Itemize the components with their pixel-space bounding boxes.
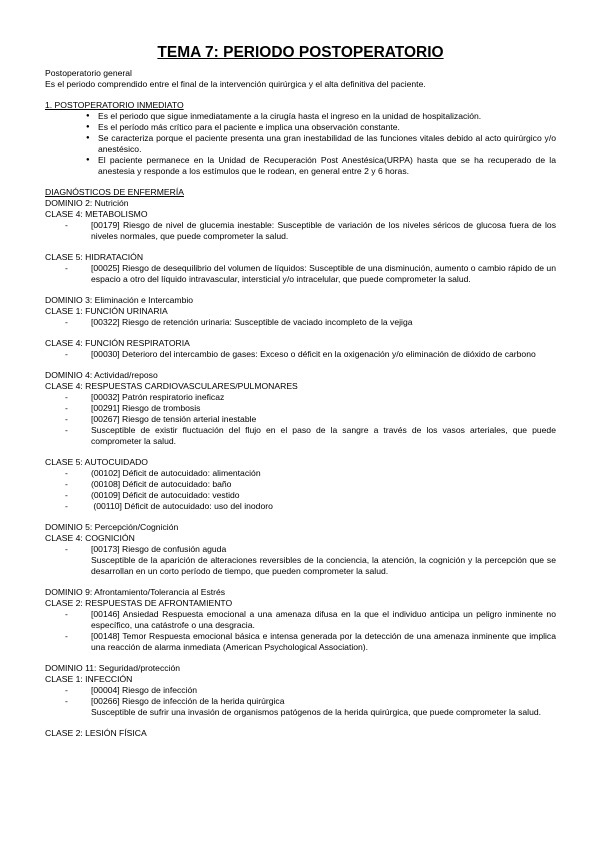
list-item: - [00032] Patrón respiratorio ineficaz [45, 392, 556, 403]
list-item: - [00267] Riesgo de tensión arterial inestable [45, 414, 556, 425]
dominio-heading: DOMINIO 4: Actividad/reposo [45, 370, 158, 380]
list-item: - [00266] Riesgo de infección de la herida quirúrgica [45, 696, 556, 707]
list-item: - [00148] Temor Respuesta emocional básica e intensa generada por la detección de una amenaza inminente que implica una reacción de alarma inmediata (American Psychological Association). [45, 631, 556, 653]
section1-heading: 1. POSTOPERATORIO INMEDIATO [45, 100, 184, 110]
dominio-heading: DOMINIO 3: Eliminación e Intercambio [45, 295, 194, 305]
clase-list [45, 220, 556, 242]
clase-list [45, 263, 556, 285]
list-item: - (00110] Déficit de autocuidado: uso del inodoro [45, 501, 556, 512]
list-item: ● Es el periodo que sigue inmediatamente a la cirugía hasta el ingreso en la unidad de hospitalización. [45, 111, 556, 122]
dominio-heading: DOMINIO 11: Seguridad/protección [45, 663, 181, 673]
diagnosticos-heading: DIAGNÓSTICOS DE ENFERMERÍA [45, 187, 184, 197]
list-item: ● Es el período más crítico para el paciente e implica una observación constante. [45, 122, 556, 133]
clase-list [45, 468, 556, 512]
clase-list [45, 317, 556, 328]
item-description: Susceptible de sufrir una invasión de organismos patógenos de la herida quirúrgica, que puede comprometer la salud. [91, 707, 542, 717]
clase-heading: CLASE 5: AUTOCUIDADO [45, 457, 148, 467]
list-item: - [00291] Riesgo de trombosis [45, 403, 556, 414]
clase-heading: CLASE 5: HIDRATACIÓN [45, 252, 144, 262]
list-item: - [00146] Ansiedad Respuesta emocional a una amenaza difusa en la que el individuo anticipa un peligro inminente no específico, una catástrofe o una desgracia. [45, 609, 556, 631]
list-item: ● El paciente permanece en la Unidad de Recuperación Post Anestésica(URPA) hasta que se ha recuperado de la anestesia y responde a los estímulos que le rodean, en general entre 2 y 6 horas. [45, 155, 556, 177]
dominio-heading: DOMINIO 9: Afrontamiento/Tolerancia al Estrés [45, 587, 226, 597]
list-item: - (00102] Déficit de autocuidado: alimentación [45, 468, 556, 479]
intro-text: Es el periodo comprendido entre el final de la intervención quirúrgica y el alta definitiva del paciente. [45, 79, 426, 89]
list-item: - (00109] Déficit de autocuidado: vestido [45, 490, 556, 501]
list-item: - [00004] Riesgo de infección [45, 685, 556, 696]
clase-heading: CLASE 4: FUNCIÓN RESPIRATORIA [45, 338, 190, 348]
page-title: TEMA 7: PERIODO POSTOPERATORIO [157, 44, 444, 61]
clase-heading: CLASE 2: RESPUESTAS DE AFRONTAMIENTO [45, 598, 233, 608]
intro-heading: Postoperatorio general [45, 68, 132, 78]
clase-list [45, 544, 556, 555]
list-item: - Susceptible de existir fluctuación del flujo en el paso de la sangre a través de los vasos arteriales, que puede comprometer la salud. [45, 425, 556, 447]
list-item: - [00025] Riesgo de desequilibrio del volumen de líquidos: Susceptible de una disminución, aumento o cambio rápido de un espacio a otro del líquido intravascular, intersticial y/o intracelular, que puede comprometer la salud. [45, 263, 556, 285]
clase-list [45, 392, 556, 447]
clase-heading: CLASE 1: FUNCIÓN URINARIA [45, 306, 168, 316]
dominio-heading: DOMINIO 5: Percepción/Cognición [45, 522, 179, 532]
dominio-heading: DOMINIO 2: Nutrición [45, 198, 129, 208]
clase-heading: CLASE 2: LESIÓN FÍSICA [45, 728, 147, 738]
clase-heading: CLASE 1: INFECCIÓN [45, 674, 133, 684]
clase-list [45, 609, 556, 653]
clase-heading: CLASE 4: RESPUESTAS CARDIOVASCULARES/PULMONARES [45, 381, 298, 391]
list-item: - [00179] Riesgo de nivel de glucemia inestable: Susceptible de variación de los niveles séricos de glucosa fuera de los niveles normales, que puede comprometer la salud. [45, 220, 556, 242]
clase-list [45, 685, 556, 707]
clase-heading: CLASE 4: COGNICIÓN [45, 533, 135, 543]
list-item: - [00030] Deterioro del intercambio de gases: Exceso o déficit en la oxigenación y/o eliminación de dióxido de carbono [45, 349, 556, 360]
item-description: Susceptible de la aparición de alteraciones reversibles de la conciencia, la atención, la cognición y la percepción que se desarrollan en un corto período de tiempo, que pueden comprometer la salud. [91, 555, 556, 576]
clase-list [45, 349, 556, 360]
list-item: - [00322] Riesgo de retención urinaria: Susceptible de vaciado incompleto de la vejiga [45, 317, 556, 328]
clase-heading: CLASE 4: METABOLISMO [45, 209, 148, 219]
list-item: - (00108] Déficit de autocuidado: baño [45, 479, 556, 490]
section1-bullets [45, 111, 556, 177]
list-item: - [00173] Riesgo de confusión aguda [45, 544, 556, 555]
list-item: ● Se caracteriza porque el paciente presenta una gran inestabilidad de las funciones vitales debido al acto quirúrgico y/o anestésico. [45, 133, 556, 155]
